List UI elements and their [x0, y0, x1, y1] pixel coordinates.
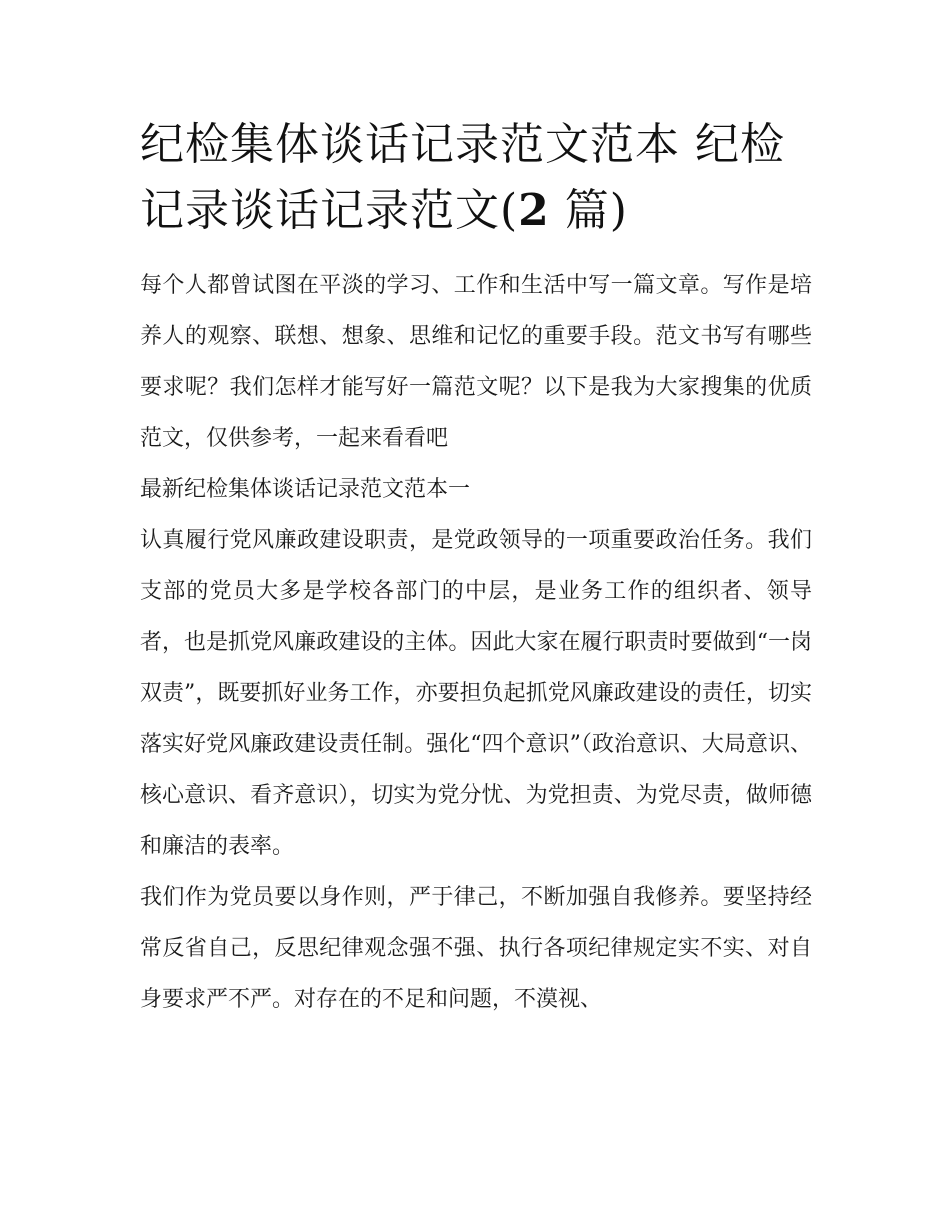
- document-content: [140, 112, 812, 1025]
- body-paragraph-2: 我们作为党员要以身作则，严于律己，不断加强自我修养。要坚持经常反省自己，反思纪律观念强不强、执行各项纪律规定实不实、对自身要求严不严。对存在的不足和问题，不漠视、: [140, 885, 812, 1012]
- title-text-part2: 篇): [549, 185, 628, 236]
- title-text-part1: 纪检集体谈话记录范文范本 纪检记录谈话记录范文(: [140, 119, 785, 236]
- document-title: [140, 112, 812, 244]
- document-body: [140, 260, 812, 1025]
- intro-paragraph: 每个人都曾试图在平淡的学习、工作和生活中写一篇文章。写作是培养人的观察、联想、想象、思维和记忆的重要手段。范文书写有哪些要求呢？我们怎样才能写好一篇范文呢？以下是我为大家搜集的优质范文，仅供参考，一起来看看吧: [140, 273, 812, 451]
- title-number: 2: [518, 185, 550, 236]
- body-paragraph-1: 认真履行党风廉政建设职责，是党政领导的一项重要政治任务。我们支部的党员大多是学校各部门的中层，是业务工作的组织者、领导者，也是抓党风廉政建设的主体。因此大家在履行职责时要做到“一岗双责”，既要抓好业务工作，亦要担负起抓党风廉政建设的责任，切实落实好党风廉政建设责任制。强化“四个意识”（政治意识、大局意识、核心意识、看齐意识），切实为党分忧、为党担责、为党尽责，做师德和廉洁的表率。: [140, 528, 812, 859]
- section-heading: 最新纪检集体谈话记录范文范本一: [140, 477, 471, 502]
